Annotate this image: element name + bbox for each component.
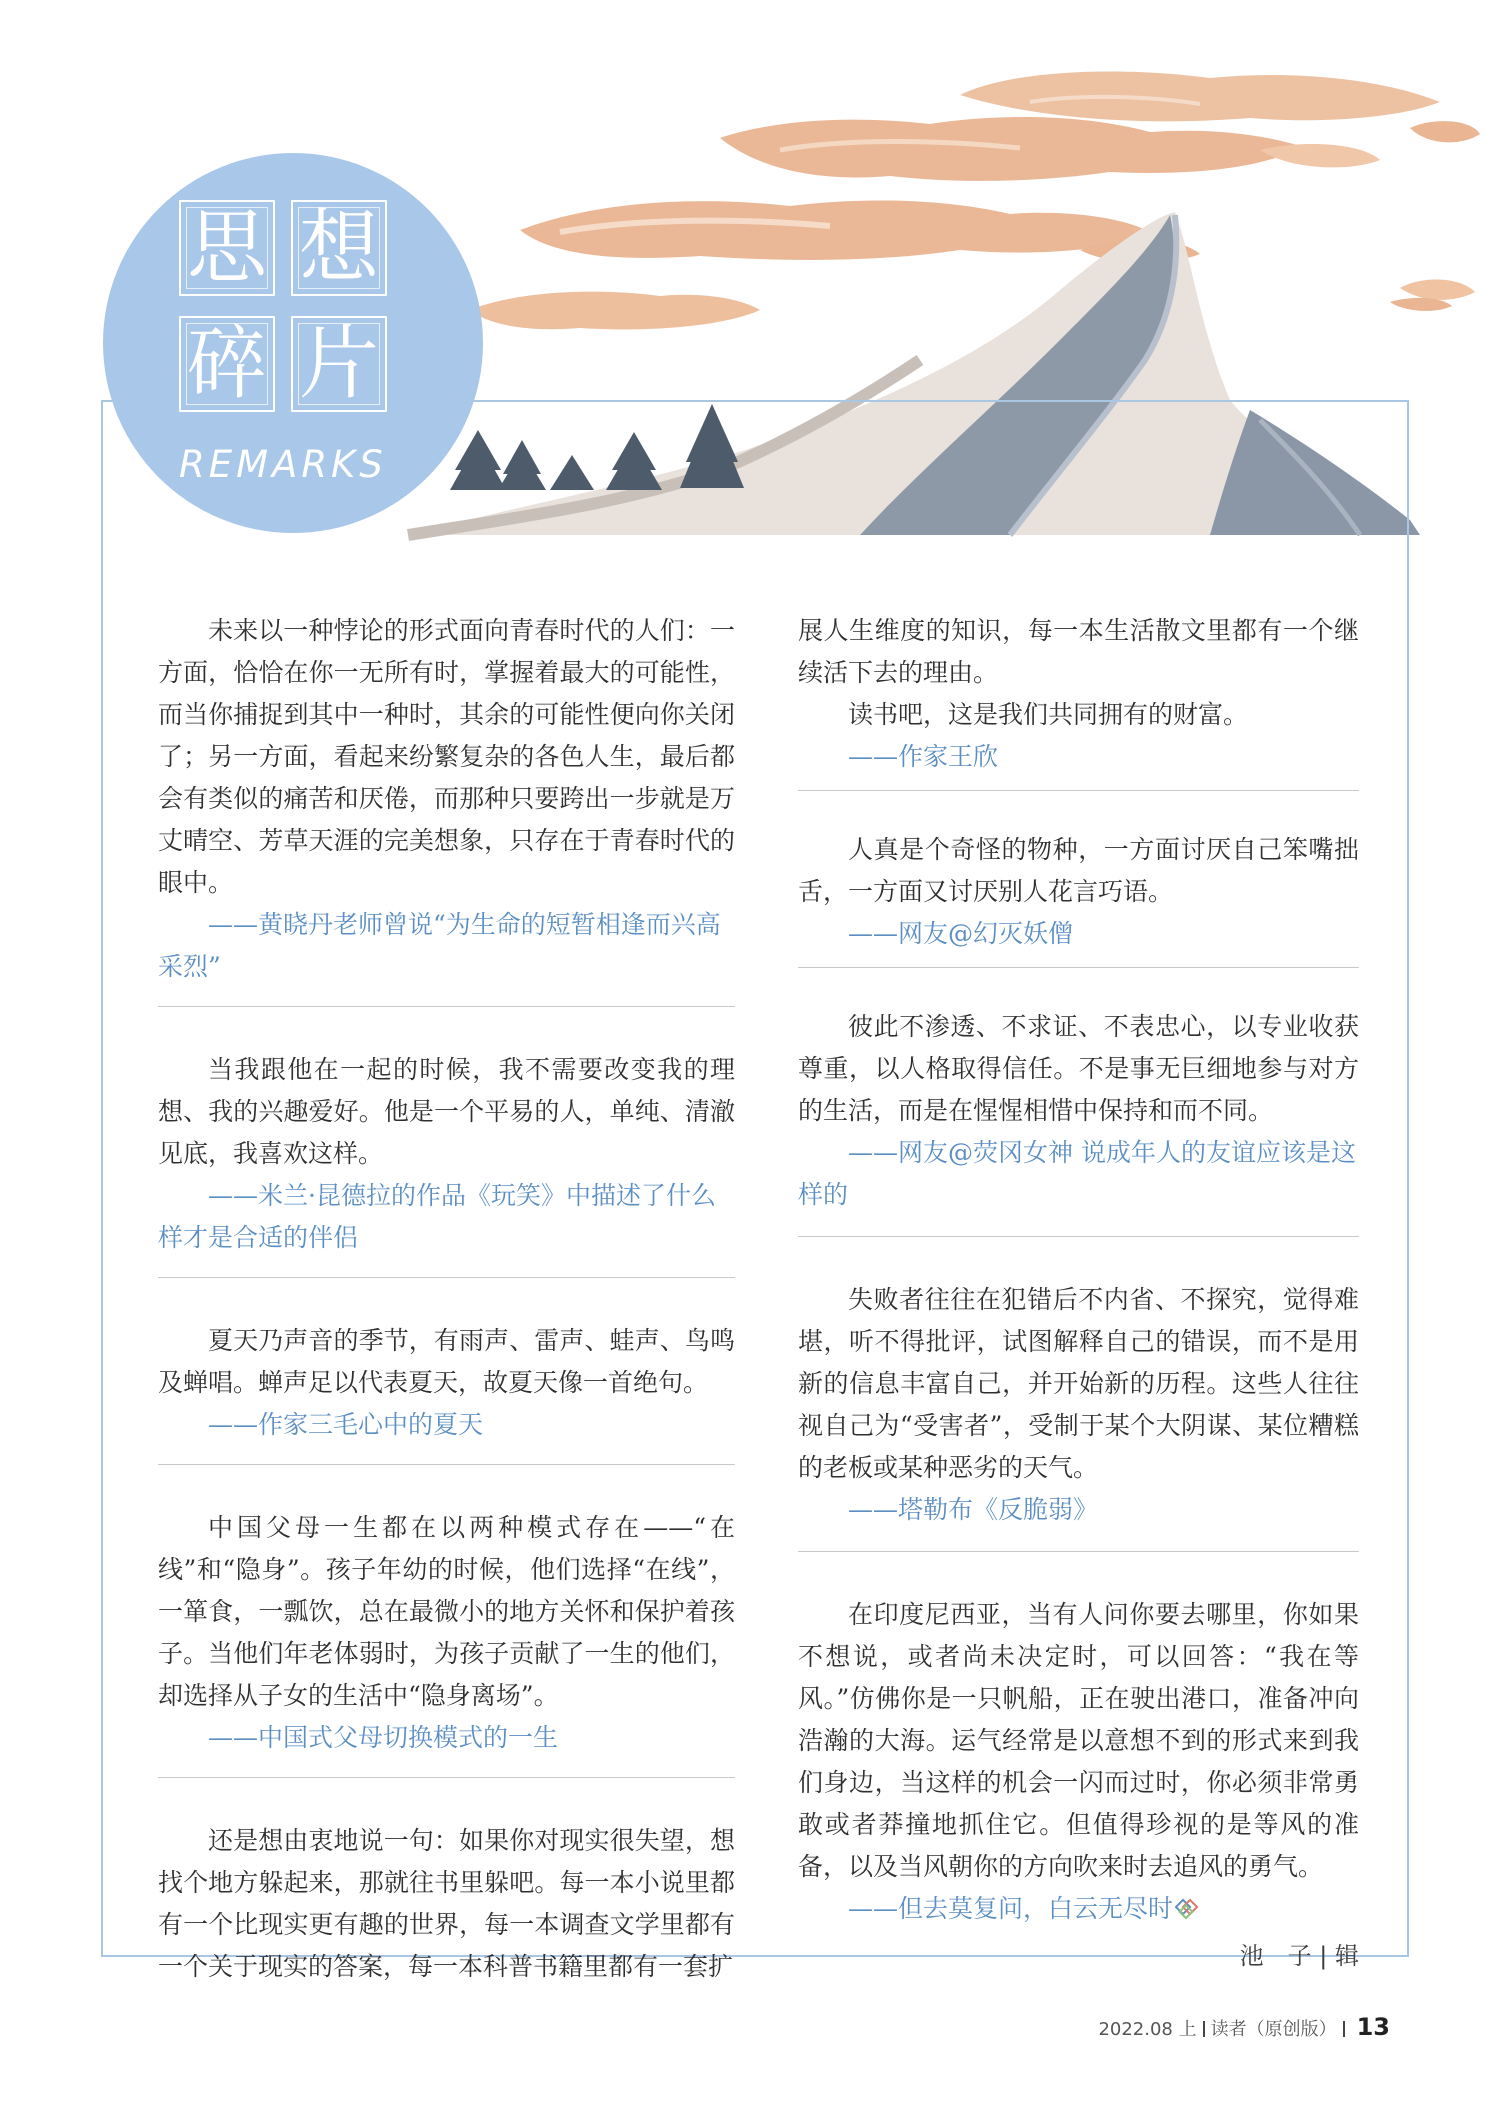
quote-source: ——塔勒布《反脆弱》 [848,1495,1099,1524]
quote-block [798,829,1359,955]
right-column [798,610,1359,1976]
divider [798,1236,1359,1237]
quote-block [158,610,735,988]
title-char-2: 想 [291,200,387,296]
quote-text: 未来以一种悖论的形式面向青春时代的人们：一方面，恰恰在你一无所有时，掌握着最大的可能性，而当你捕捉到其中一种时，其余的可能性便向你关闭了；另一方面，看起来纷繁复杂的各色人生，最后都会有类似的痛苦和厌倦，而那种只要跨出一步就是万丈晴空、芳草天涯的完美想象，只存在于青春时代的眼中。 [158,616,735,897]
quote-text: 彼此不渗透、不求证、不表忠心，以专业收获尊重，以人格取得信任。不是事无巨细地参与对方的生活，而是在惺惺相惜中保持和而不同。 [798,1012,1359,1125]
quote-source: ——米兰·昆德拉的作品《玩笑》中描述了什么样才是合适的伴侣 [158,1181,716,1252]
section-badge [103,153,483,533]
quote-text: 在印度尼西亚，当有人问你要去哪里，你如果不想说，或者尚未决定时，可以回答：“我在等风。”仿佛你是一只帆船，正在驶出港口，准备冲向浩瀚的大海。运气经常是以意想不到的形式来到我们身边，当这样的机会一闪而过时，你必须非常勇敢或者莽撞地抓住它。但值得珍视的是等风的准备，以及当风朝你的方向吹来时去追风的勇气。 [798,1600,1359,1881]
page-footer [1060,2012,1390,2045]
section-subtitle: REMARKS [179,443,387,486]
quote-source: ——中国式父母切换模式的一生 [208,1723,559,1752]
quote-source: ——但去莫复问，白云无尽时 [848,1894,1174,1923]
title-char-3: 碎 [179,316,275,412]
quote-block [158,1820,735,1988]
divider [158,1006,735,1007]
quote-source: ——网友@幻灭妖僧 [848,919,1074,948]
quote-block [158,1507,735,1759]
quote-block [158,1049,735,1259]
end-mark-icon [1175,1898,1199,1920]
quote-source-line [798,1888,1359,1930]
issue-label: 2022.08 上 [1098,2019,1197,2040]
editor-credit: 池 子 | 辑 [1239,1942,1359,1970]
quote-text-continued: 读书吧，这是我们共同拥有的财富。 [848,700,1249,729]
left-column [158,610,735,1988]
quote-block [798,1594,1359,1930]
quote-source: ——作家三毛心中的夏天 [208,1410,484,1439]
quote-source: ——黄晓丹老师曾说“为生命的短暂相逢而兴高采烈” [158,910,721,981]
cloud-shapes [470,71,1480,329]
page-number: 13 [1356,2013,1390,2041]
quote-text: 还是想由衷地说一句：如果你对现实很失望，想找个地方躲起来，那就往书里躲吧。每一本小说里都有一个比现实更有趣的世界，每一本调查文学里都有一个关于现实的答案，每一本科普书籍里都有一套扩 [158,1826,735,1981]
quote-text: 夏天乃声音的季节，有雨声、雷声、蛙声、鸟鸣及蝉唱。蝉声足以代表夏天，故夏天像一首绝句。 [158,1326,735,1397]
divider [158,1777,735,1778]
quote-text: 人真是个奇怪的物种，一方面讨厌自己笨嘴拙舌，一方面又讨厌别人花言巧语。 [798,835,1359,906]
quote-block-continued [798,610,1359,778]
quote-block [798,1006,1359,1216]
divider-bar [1203,2021,1205,2037]
divider [158,1464,735,1465]
divider [158,1277,735,1278]
title-char-4: 片 [291,316,387,412]
quote-text-continued: 展人生维度的知识，每一本生活散文里都有一个继续活下去的理由。 [798,616,1359,687]
quote-block [158,1320,735,1446]
divider [798,967,1359,968]
divider-bar [1343,2021,1345,2037]
quote-text: 中国父母一生都在以两种模式存在——“在线”和“隐身”。孩子年幼的时候，他们选择“在线”，一箪食，一瓢饮，总在最微小的地方关怀和保护着孩子。当他们年老体弱时，为孩子贡献了一生的他们，却选择从子女的生活中“隐身离场”。 [158,1513,735,1710]
magazine-name: 读者（原创版） [1210,2019,1337,2040]
title-char-1: 思 [179,200,275,296]
quote-text: 当我跟他在一起的时候，我不需要改变我的理想、我的兴趣爱好。他是一个平易的人，单纯、清澈见底，我喜欢这样。 [158,1055,735,1168]
quote-text: 失败者往往在犯错后不内省、不探究，觉得难堪，听不得批评，试图解释自己的错误，而不是用新的信息丰富自己，并开始新的历程。这些人往往视自己为“受害者”，受制于某个大阴谋、某位糟糕的老板或某种恶劣的天气。 [798,1285,1359,1482]
divider [798,790,1359,791]
divider [798,1551,1359,1552]
quote-source: ——作家王欣 [848,742,999,771]
quote-source: ——网友@荧冈女神 说成年人的友谊应该是这样的 [798,1138,1356,1209]
quote-block [798,1279,1359,1531]
